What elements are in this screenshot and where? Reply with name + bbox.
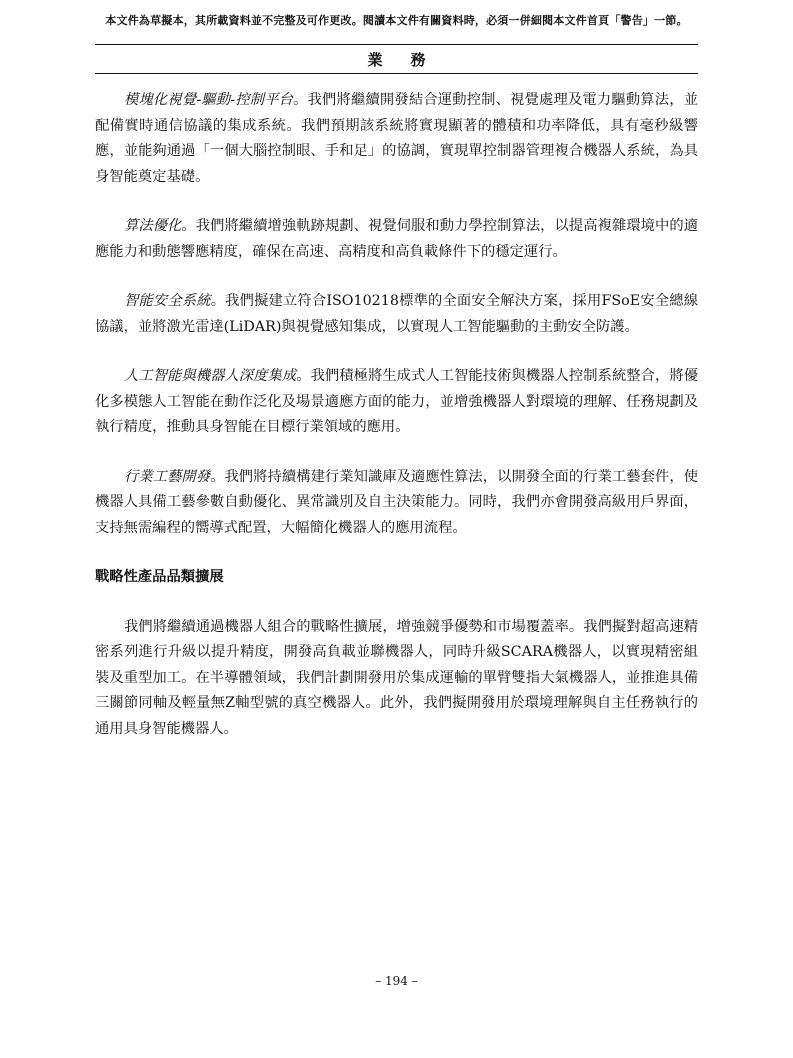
- page-number: – 194 –: [375, 974, 418, 988]
- draft-disclaimer: 本文件為草擬本，其所載資料並不完整及可作更改。閱讀本文件有關資料時，必須一併細閱本文件首頁「警告」一節。: [105, 14, 688, 27]
- section-title: 業務: [95, 44, 698, 74]
- paragraph-body: 。我們擬建立符合ISO10218標準的全面安全解決方案，採用FSoE安全總線協議，並將激光雷達(LiDAR)與視覺感知集成，以實現人工智能驅動的主動安全防護。: [95, 293, 699, 335]
- paragraph-algorithm-optimization: [95, 214, 698, 265]
- paragraph-body: 。我們將繼續開發結合運動控制、視覺處理及電力驅動算法，並配備實時通信協議的集成系統。我們預期該系統將實現顯著的體積和功率降低，具有毫秒級響應，並能夠通過「一個大腦控制眼、手和足」的協調，實現單控制器管理複合機器人系統，為具身智能奠定基礎。: [95, 92, 698, 185]
- subsection-heading: 戰略性產品品類擴展: [95, 569, 224, 585]
- paragraph-modular-platform: [95, 88, 698, 190]
- paragraph-safety-system: [95, 289, 698, 340]
- paragraph-lead: 模塊化視覺-驅動-控制平台: [124, 92, 294, 108]
- paragraph-lead: 行業工藝開發: [124, 468, 211, 485]
- paragraph-body: 。我們將繼續增強軌跡規劃、視覺伺服和動力學控制算法，以提高複雜環境中的適應能力和動態響應精度，確保在高速、高精度和高負載條件下的穩定運行。: [95, 218, 698, 260]
- paragraph-product-expansion: 我們將繼續通過機器人組合的戰略性擴展，增強競爭優勢和市場覆蓋率。我們擬對超高速精密系列進行升級以提升精度，開發高負載並聯機器人，同時升級SCARA機器人，以實現精密組裝及重型加工。在半導體領域，我們計劃開發用於集成運輸的單臂雙指大氣機器人，並推進具備三關節同軸及輕量無Z軸型號的真空機器人。此外，我們擬開發用於環境理解與自主任務執行的通用具身智能機器人。: [95, 618, 698, 737]
- paragraph-industry-process: [95, 465, 698, 542]
- paragraph-lead: 人工智能與機器人深度集成: [124, 368, 297, 384]
- paragraph-body: 。我們將持續構建行業知識庫及適應性算法，以開發全面的行業工藝套件，使機器人具備工藝參數自動優化、異常識別及自主決策能力。同時，我們亦會開發高級用戶界面，支持無需編程的嚮導式配置，大幅簡化機器人的應用流程。: [95, 468, 698, 536]
- paragraph-lead: 算法優化: [124, 218, 182, 234]
- paragraph-body: 。我們積極將生成式人工智能技術與機器人控制系統整合，將優化多模態人工智能在動作泛化及場景適應方面的能力，並增強機器人對環境的理解、任務規劃及執行精度，推動具身智能在目標行業領域的應用。: [95, 368, 698, 435]
- main-content: [95, 88, 698, 766]
- paragraph-lead: 智能安全系統: [124, 293, 211, 309]
- paragraph-ai-integration: [95, 364, 698, 441]
